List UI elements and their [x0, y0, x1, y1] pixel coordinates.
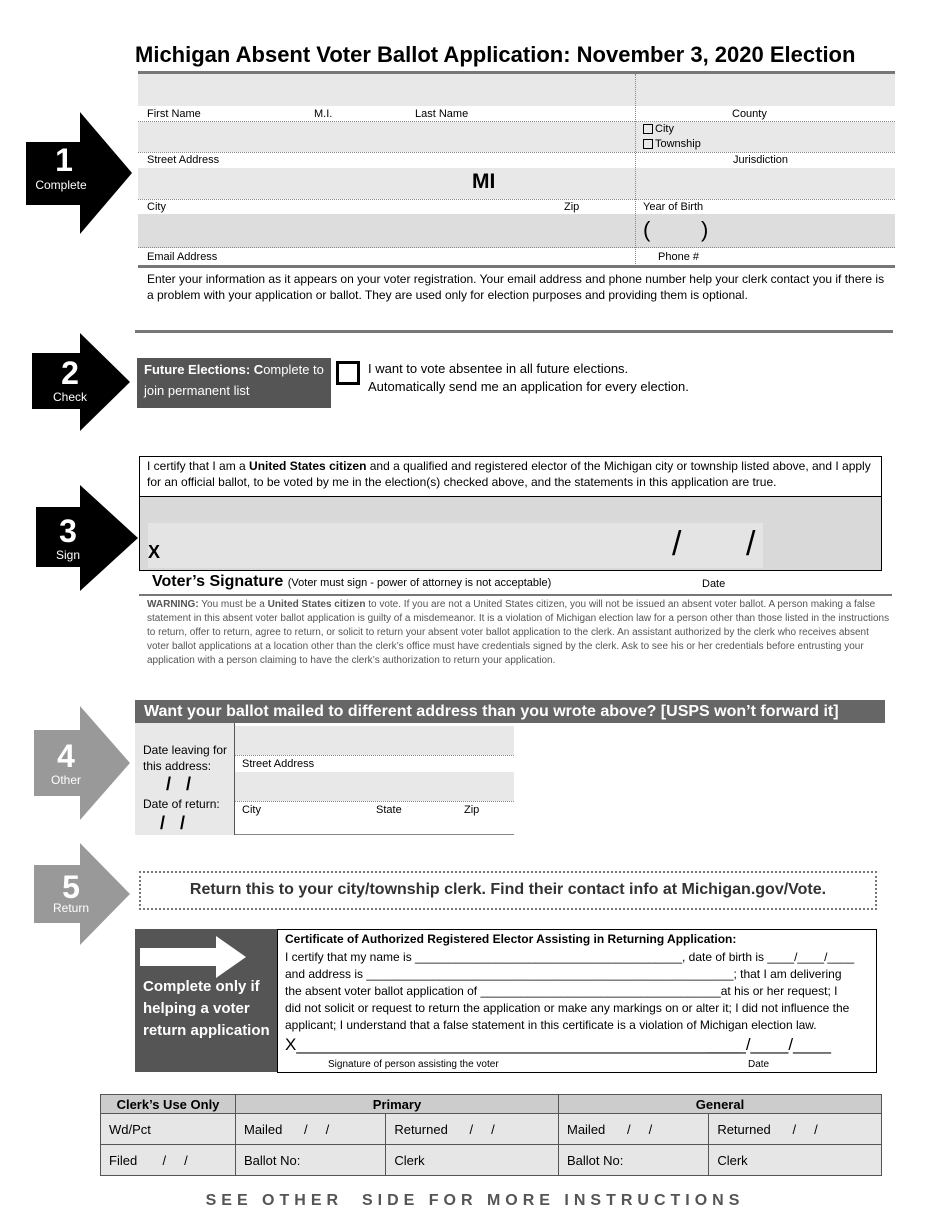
- general-returned-cell: Returned / /: [709, 1114, 882, 1145]
- primary-header: Primary: [236, 1095, 559, 1114]
- phone-paren-open: (: [643, 217, 651, 242]
- primary-returned-cell: Returned / /: [386, 1114, 559, 1145]
- primary-clerk-cell: Clerk: [386, 1145, 559, 1176]
- first-name-label: First Name: [147, 108, 201, 120]
- street-label: Street Address: [147, 154, 220, 166]
- phone-paren-close: ): [701, 217, 709, 242]
- general-clerk-cell: Clerk: [709, 1145, 882, 1176]
- filed-cell: Filed / /: [101, 1145, 236, 1176]
- date-leaving-label: Date leaving for this address:: [143, 743, 228, 773]
- date-slash-1: /: [672, 525, 682, 563]
- citizenship-certification: I certify that I am a United States citizen and a qualified and registered elector of the Michigan city or township listed above, and I apply for an official ballot, to be voted by me in the election(s) checked above, and the statements in this application are true.: [139, 456, 882, 497]
- primary-mailed-cell: Mailed / /: [236, 1114, 386, 1145]
- signature-box[interactable]: [139, 497, 882, 571]
- primary-ballot-cell: Ballot No:: [236, 1145, 386, 1176]
- general-ballot-cell: Ballot No:: [558, 1145, 708, 1176]
- step-5-label: Return: [52, 901, 90, 915]
- step-4-label: Other: [50, 773, 81, 787]
- jurisdiction-label: Jurisdiction: [733, 154, 789, 166]
- email-label: Email Address: [147, 251, 218, 263]
- year-of-birth-label: Year of Birth: [643, 201, 704, 213]
- step-2-number: 2: [61, 355, 79, 391]
- step-5-number: 5: [62, 869, 80, 905]
- clerk-use-table: [100, 1094, 882, 1176]
- city-option[interactable]: City: [643, 123, 674, 135]
- assist-side-label: Complete only if helping a voter return application: [143, 978, 270, 1039]
- clerk-use-header: Clerk’s Use Only: [101, 1095, 236, 1114]
- alt-state-label: State: [376, 804, 402, 816]
- phone-label: Phone #: [658, 251, 699, 263]
- step-1-number: 1: [55, 142, 73, 178]
- warning-text: WARNING: You must be a United States citizen to vote. If you are not a United States citizen, you will not be issued an absent voter ballot. A person making a false statement in this absent voter ballot application is guilty of a misdemeanor. It is a violation of Michigan election law for a person other than those listed in the instructions to return, offer to return, agree to return, or solicit to return your absent voter ballot application to the clerk. An assistant authorized by the clerk who receives absent voter ballot applications at a location other than the clerk’s office must have credentials signed by the clerk. Ask to see his or her credentials before entrusting your application with a person claiming to have the clerk’s authorization to return your application.: [147, 599, 890, 666]
- permanent-list-text: I want to vote absentee in all future elections. Automatically send me an application for every election.: [368, 361, 689, 394]
- right-arrow-icon: [140, 936, 246, 978]
- signature-date-label: Date: [702, 578, 726, 590]
- date-leaving-slashes: / /: [166, 774, 192, 794]
- assist-date-label: Date: [748, 1059, 770, 1070]
- assist-signature-line[interactable]: X_______________________________________________: [285, 1035, 741, 1054]
- info-note: Enter your information as it appears on your voter registration. Your email address and phone number help your clerk contact you if there is a problem with your application or ballot. They are used only for election purposes and providing them is optional.: [147, 272, 885, 302]
- assist-signature-label: Signature of person assisting the voter: [328, 1059, 499, 1070]
- checkbox-icon: [643, 124, 653, 134]
- voter-signature-label: Voter’s Signature (Voter must sign - power of attorney is not acceptable): [152, 573, 552, 590]
- county-label: County: [732, 108, 767, 120]
- assist-certificate-text: I certify that my name is ________________________________________, date of birth is ____/____/____ and address is _______________________________________________________; that I am delivering the absent voter ballot application of ____________________________________at his or her request; I did not solicit or request to return the application or make any markings on or alter it; I did not influence the applicant; I understand that a false statement in this certificate is a violation of Michigan election law.: [285, 950, 855, 1032]
- general-header: General: [558, 1095, 881, 1114]
- date-slash-2: /: [746, 525, 756, 563]
- wd-pct-cell: Wd/Pct: [101, 1114, 236, 1145]
- step-3-number: 3: [59, 513, 77, 549]
- alt-zip-label: Zip: [464, 804, 480, 816]
- state-value: MI: [472, 170, 496, 193]
- general-mailed-cell: Mailed / /: [558, 1114, 708, 1145]
- return-instructions: Return this to your city/township clerk. Find their contact info at Michigan.gov/Vote.: [139, 871, 877, 910]
- permanent-list-box: Future Elections: Complete to join permanent list: [137, 358, 331, 408]
- step-1-label: Complete: [35, 178, 87, 192]
- date-return-slashes: / /: [160, 813, 186, 833]
- alt-address-header: Want your ballot mailed to different address than you wrote above? [USPS won’t forward it]: [135, 700, 885, 723]
- date-return-label: Date of return:: [143, 797, 220, 811]
- alt-city-label: City: [242, 804, 261, 816]
- city-label: City: [147, 201, 166, 213]
- alt-street-label: Street Address: [242, 758, 315, 770]
- mi-label: M.I.: [314, 108, 333, 120]
- step-2-label: Check: [52, 390, 87, 404]
- page-title: Michigan Absent Voter Ballot Application: November 3, 2020 Election: [135, 42, 856, 67]
- signature-x: X: [148, 542, 161, 562]
- last-name-label: Last Name: [415, 108, 469, 120]
- assist-date-line[interactable]: ____/____/____: [708, 1035, 831, 1054]
- footer-instructions: SEE OTHER SIDE FOR MORE INSTRUCTIONS: [205, 1192, 745, 1209]
- township-option[interactable]: Township: [643, 138, 701, 150]
- permanent-list-checkbox[interactable]: [336, 361, 360, 385]
- checkbox-icon: [643, 139, 653, 149]
- step-3-label: Sign: [55, 548, 81, 562]
- assist-heading: Certificate of Authorized Registered Elector Assisting in Returning Application:: [285, 932, 737, 946]
- zip-label: Zip: [564, 201, 580, 213]
- step-4-number: 4: [57, 738, 75, 774]
